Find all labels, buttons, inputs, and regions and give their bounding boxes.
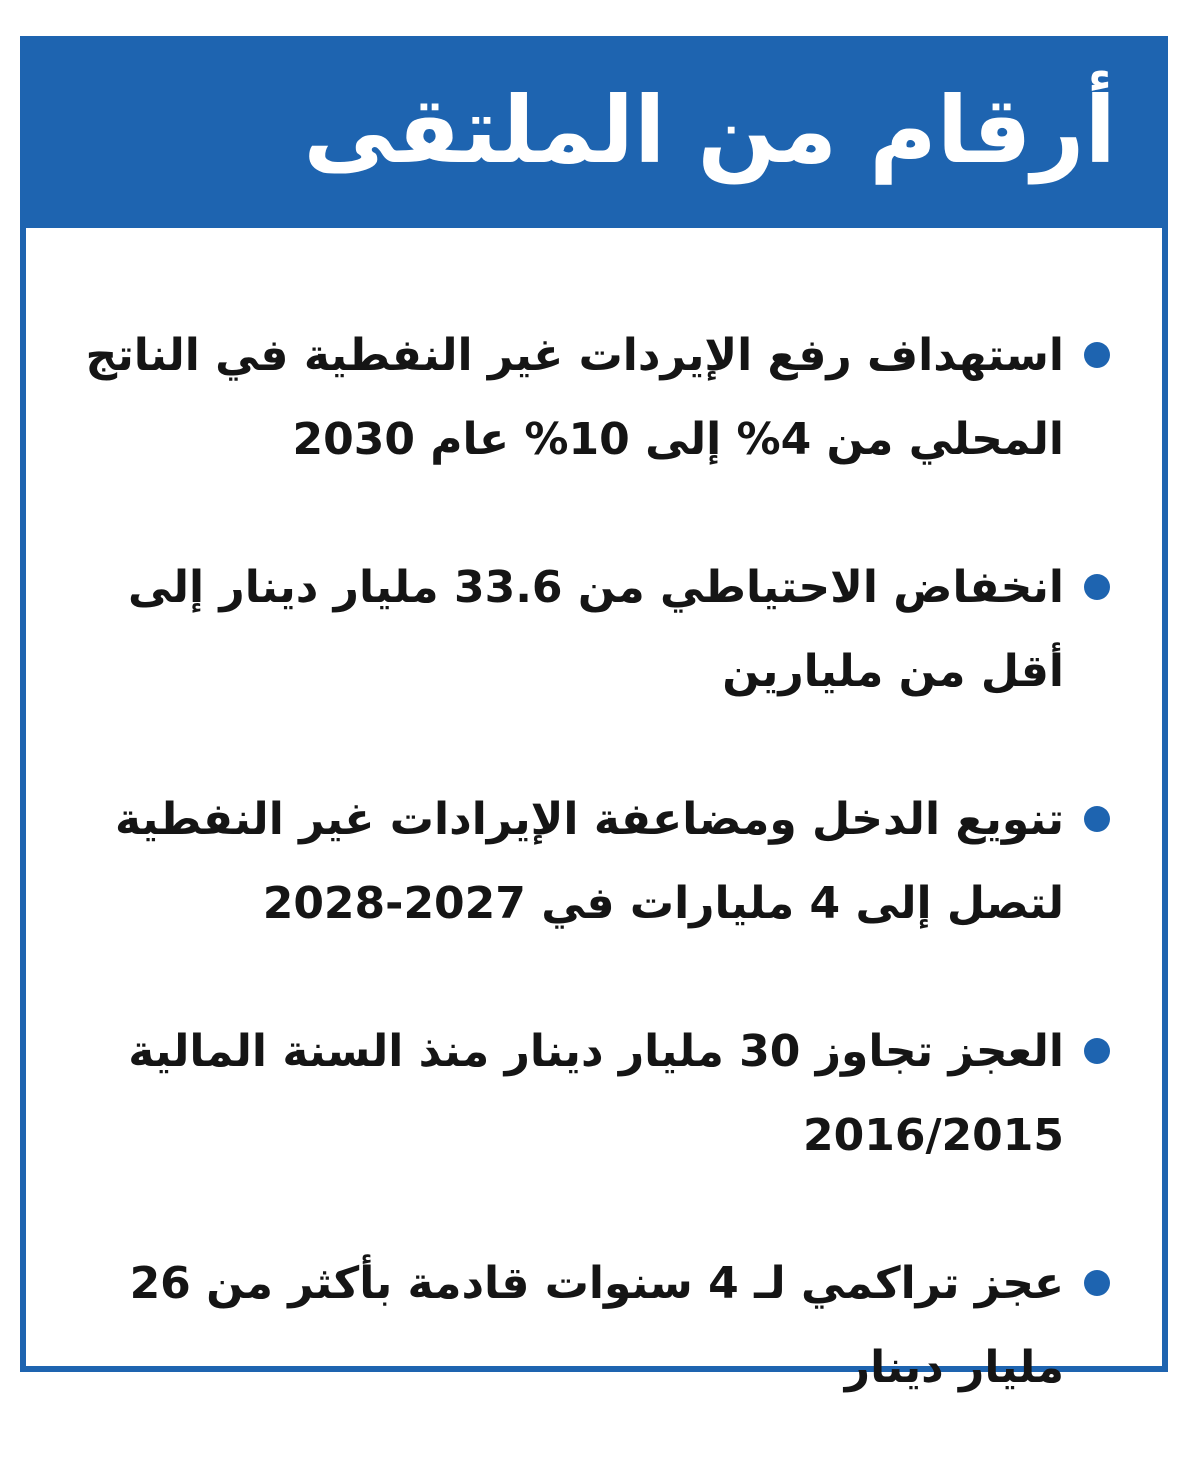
list-item	[66, 546, 1110, 714]
facts-card	[20, 36, 1168, 1393]
list-item	[66, 778, 1110, 946]
bullet-dot-icon	[1084, 342, 1110, 368]
list-item	[66, 1242, 1110, 1410]
bullet-dot-icon	[1084, 806, 1110, 832]
fact-text: تنويع الدخل ومضاعفة الإيرادات غير النفطية لتصل إلى 4 مليارات في 2027-2028	[115, 794, 1064, 929]
facts-list	[26, 228, 1162, 1474]
header-banner	[26, 42, 1162, 228]
list-item	[66, 314, 1110, 482]
page-title: أرقام من الملتقى	[303, 77, 1116, 184]
fact-text: عجز تراكمي لـ 4 سنوات قادمة بأكثر من 26 مليار دينار	[129, 1258, 1064, 1393]
list-item	[66, 1010, 1110, 1178]
fact-text: العجز تجاوز 30 مليار دينار منذ السنة المالية 2016/2015	[128, 1026, 1064, 1161]
bullet-dot-icon	[1084, 574, 1110, 600]
bullet-dot-icon	[1084, 1038, 1110, 1064]
fact-text: انخفاض الاحتياطي من 33.6 مليار دينار إلى أقل من مليارين	[127, 562, 1064, 697]
fact-text: استهداف رفع الإيردات غير النفطية في الناتج المحلي من 4% إلى 10% عام 2030	[85, 330, 1064, 465]
bullet-dot-icon	[1084, 1270, 1110, 1296]
